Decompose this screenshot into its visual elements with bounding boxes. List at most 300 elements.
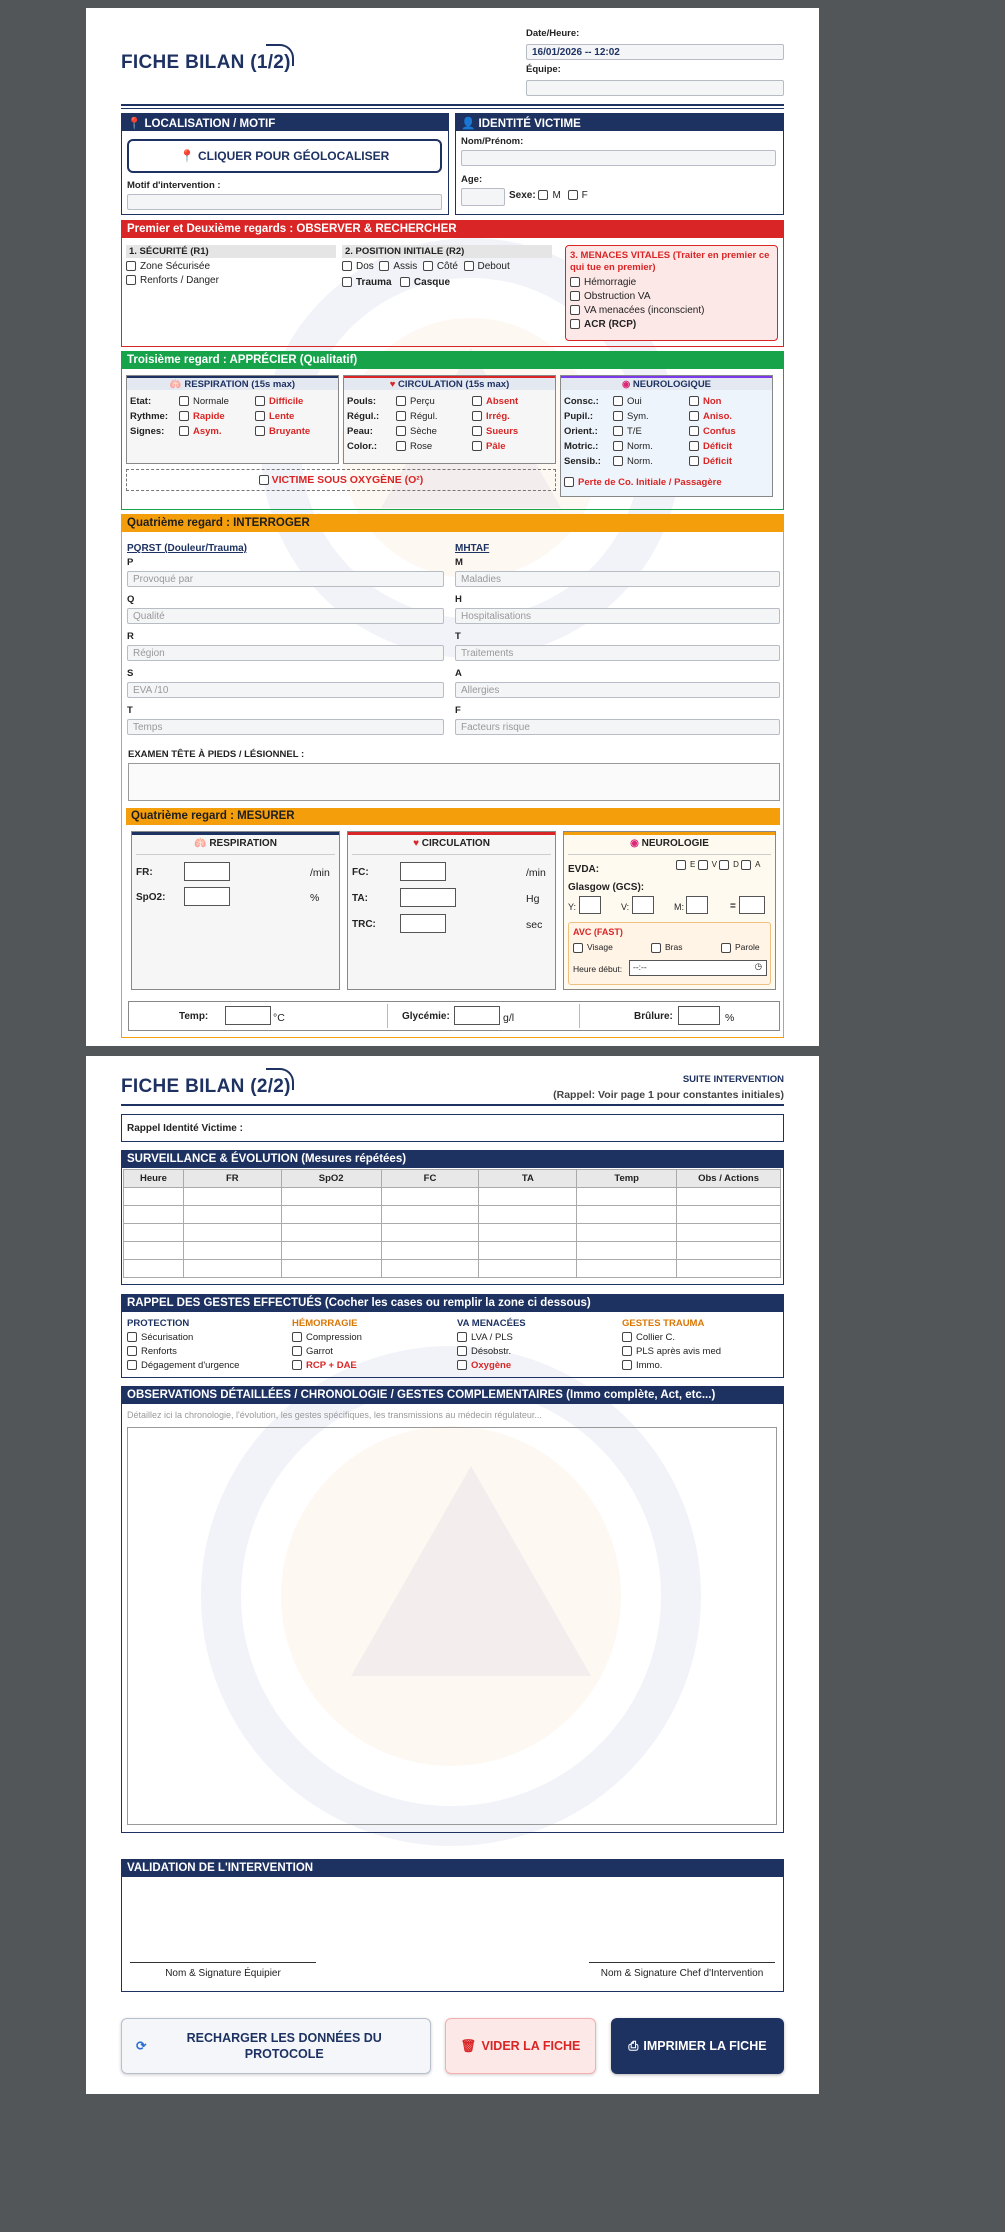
checkbox[interactable] bbox=[613, 441, 623, 451]
sex-m-label: M bbox=[552, 190, 561, 201]
table-cell[interactable] bbox=[677, 1188, 781, 1206]
checkbox[interactable] bbox=[379, 261, 389, 271]
team-field[interactable] bbox=[526, 80, 784, 96]
checkbox-label: Sécurisation bbox=[141, 1332, 194, 1343]
column-header: FC bbox=[381, 1170, 479, 1188]
table-cell[interactable] bbox=[677, 1260, 781, 1278]
spo2-unit: % bbox=[310, 892, 320, 904]
table-row bbox=[124, 1260, 781, 1278]
checkbox-label: Asym. bbox=[193, 426, 222, 437]
exam-field[interactable] bbox=[128, 763, 780, 801]
page-title: FICHE BILAN (1/2) bbox=[121, 52, 291, 73]
row-label: Pouls: bbox=[347, 396, 377, 407]
checkbox[interactable] bbox=[689, 441, 699, 451]
checkbox[interactable] bbox=[464, 261, 474, 271]
option[interactable] bbox=[179, 426, 222, 437]
option[interactable] bbox=[472, 411, 510, 422]
gesture-option[interactable] bbox=[622, 1332, 675, 1343]
table-cell[interactable] bbox=[577, 1260, 677, 1278]
gesture-option[interactable] bbox=[457, 1332, 513, 1343]
column-header: SpO2 bbox=[281, 1170, 381, 1188]
checkbox[interactable] bbox=[179, 411, 189, 421]
row-label: Régul.: bbox=[347, 411, 380, 422]
checkbox[interactable] bbox=[689, 396, 699, 406]
checkbox[interactable] bbox=[676, 860, 686, 870]
checkbox[interactable] bbox=[570, 277, 580, 287]
checkbox[interactable] bbox=[689, 426, 699, 436]
checkbox-label: Sèche bbox=[410, 426, 437, 437]
option[interactable] bbox=[689, 456, 732, 467]
vital-threats-title: 3. MENACES VITALES (Traiter en premier ce qui tue en premier) bbox=[570, 250, 770, 273]
option[interactable] bbox=[689, 411, 732, 422]
checkbox[interactable] bbox=[259, 475, 269, 485]
gcs-v-label: V: bbox=[621, 902, 630, 912]
pqrst-title: PQRST (Douleur/Trauma) bbox=[127, 543, 248, 554]
table-cell[interactable] bbox=[124, 1224, 184, 1242]
lungs-icon: 🫁 bbox=[169, 379, 182, 390]
security-title: 1. SÉCURITÉ (R1) bbox=[126, 245, 336, 258]
table-cell[interactable] bbox=[381, 1206, 479, 1224]
row-label: Peau: bbox=[347, 426, 373, 437]
checkbox[interactable] bbox=[255, 396, 265, 406]
box-title: RESPIRATION bbox=[209, 838, 277, 849]
start-time-input[interactable] bbox=[629, 960, 767, 976]
fc-input[interactable] bbox=[400, 862, 446, 881]
spo2-input[interactable] bbox=[184, 887, 230, 906]
checkbox[interactable] bbox=[423, 261, 433, 271]
temp-label: Temp: bbox=[179, 1011, 209, 1022]
gesture-option[interactable] bbox=[622, 1360, 662, 1371]
checkbox-label: Immo. bbox=[636, 1360, 663, 1371]
gesture-option[interactable] bbox=[457, 1360, 511, 1371]
table-cell[interactable] bbox=[677, 1224, 781, 1242]
table-cell[interactable] bbox=[281, 1224, 381, 1242]
checkbox[interactable] bbox=[613, 426, 623, 436]
checkbox-label: Dégagement d'urgence bbox=[141, 1360, 240, 1371]
table-cell[interactable] bbox=[281, 1260, 381, 1278]
gesture-option[interactable] bbox=[292, 1346, 333, 1357]
divider bbox=[121, 1104, 784, 1106]
table-cell[interactable] bbox=[479, 1260, 577, 1278]
checkbox-label: Parole bbox=[735, 942, 760, 952]
table-cell[interactable] bbox=[124, 1260, 184, 1278]
table-cell[interactable] bbox=[479, 1188, 577, 1206]
button-label: IMPRIMER LA FICHE bbox=[643, 2039, 767, 2053]
evda-e: E bbox=[690, 860, 696, 870]
placeholder: Maladies bbox=[461, 574, 502, 585]
date-field[interactable]: 16/01/2026 -- 12:02 bbox=[526, 44, 784, 60]
placeholder: Allergies bbox=[461, 685, 500, 696]
gcs-v-input[interactable] bbox=[632, 896, 654, 914]
section-title: Premier et Deuxième regards : OBSERVER & RECHERCHER bbox=[122, 221, 783, 238]
option[interactable] bbox=[396, 426, 437, 437]
sex-f-label: F bbox=[581, 190, 588, 201]
option[interactable] bbox=[255, 426, 310, 437]
table-cell[interactable] bbox=[183, 1206, 281, 1224]
gesture-option[interactable] bbox=[127, 1346, 177, 1357]
row-label: Motric.: bbox=[564, 441, 599, 452]
checkbox[interactable] bbox=[689, 411, 699, 421]
checkbox-label: Côté bbox=[436, 261, 458, 272]
signature-label-team: Nom & Signature Équipier bbox=[165, 1968, 281, 1979]
checkbox[interactable] bbox=[126, 261, 136, 271]
checkbox[interactable] bbox=[292, 1346, 302, 1356]
checkbox[interactable] bbox=[292, 1360, 302, 1370]
pqrst-field[interactable] bbox=[127, 645, 444, 661]
pin-icon: 📍 bbox=[179, 149, 195, 163]
trc-label: TRC: bbox=[352, 919, 376, 930]
checkbox[interactable] bbox=[179, 426, 189, 436]
logo-icon bbox=[266, 44, 294, 66]
rappel-note: (Rappel: Voir page 1 pour constantes initiales) bbox=[553, 1089, 784, 1101]
section-title: IDENTITÉ VICTIME bbox=[478, 118, 581, 130]
column-header: FR bbox=[183, 1170, 281, 1188]
checkbox[interactable] bbox=[342, 261, 352, 271]
column-header: Temp bbox=[577, 1170, 677, 1188]
table-cell[interactable] bbox=[381, 1260, 479, 1278]
gcs-y-input[interactable] bbox=[579, 896, 601, 914]
column-header: Obs / Actions bbox=[677, 1170, 781, 1188]
table-cell[interactable] bbox=[677, 1242, 781, 1260]
checkbox-label: Perçu bbox=[410, 396, 435, 407]
regards-1-2-section bbox=[121, 220, 784, 347]
checkbox[interactable] bbox=[396, 426, 406, 436]
checkbox-label: Norm. bbox=[627, 441, 653, 452]
glycemia-label: Glycémie: bbox=[402, 1011, 450, 1022]
table-cell[interactable] bbox=[677, 1206, 781, 1224]
clock-icon: ◷ bbox=[754, 961, 762, 971]
accent-bar bbox=[348, 832, 555, 835]
respiration-box bbox=[126, 375, 339, 464]
table-cell[interactable] bbox=[577, 1188, 677, 1206]
option[interactable] bbox=[613, 441, 653, 452]
checkbox[interactable] bbox=[457, 1360, 467, 1370]
placeholder: EVA /10 bbox=[133, 685, 169, 696]
option[interactable] bbox=[689, 441, 732, 452]
checkbox[interactable] bbox=[127, 1332, 137, 1342]
burn-unit: % bbox=[725, 1012, 735, 1024]
refresh-icon: ⟳ bbox=[136, 2039, 147, 2053]
fr-input[interactable] bbox=[184, 862, 230, 881]
checkbox[interactable] bbox=[741, 860, 751, 870]
checkbox-label: VA menacées (inconscient) bbox=[584, 305, 705, 316]
trc-input[interactable] bbox=[400, 914, 446, 933]
sex-m-checkbox[interactable] bbox=[538, 190, 548, 200]
placeholder: Facteurs risque bbox=[461, 722, 530, 733]
gestures-section bbox=[121, 1294, 784, 1378]
box-title: CIRCULATION (15s max) bbox=[398, 379, 510, 390]
name-label: Nom/Prénom: bbox=[461, 136, 524, 147]
option[interactable] bbox=[472, 396, 518, 407]
checkbox[interactable] bbox=[721, 943, 731, 953]
table-cell[interactable] bbox=[124, 1242, 184, 1260]
checkbox[interactable] bbox=[126, 275, 136, 285]
box-title: NEUROLOGIQUE bbox=[632, 379, 712, 390]
checkbox-label: Bras bbox=[665, 942, 683, 952]
table-row bbox=[124, 1188, 781, 1206]
row-label: Consc.: bbox=[564, 396, 599, 407]
evda-d: D bbox=[733, 860, 739, 870]
checkbox[interactable] bbox=[570, 305, 580, 315]
table-cell[interactable] bbox=[381, 1224, 479, 1242]
table-cell[interactable] bbox=[479, 1224, 577, 1242]
checkbox[interactable] bbox=[255, 426, 265, 436]
gesture-group-title: HÉMORRAGIE bbox=[292, 1318, 358, 1329]
geolocate-button[interactable] bbox=[127, 139, 442, 173]
checkbox[interactable] bbox=[613, 396, 623, 406]
checkbox[interactable] bbox=[564, 477, 574, 487]
gesture-option[interactable] bbox=[292, 1332, 362, 1343]
checkbox-label: Debout bbox=[477, 261, 510, 272]
checkbox[interactable] bbox=[719, 860, 729, 870]
table-cell[interactable] bbox=[281, 1188, 381, 1206]
table-cell[interactable] bbox=[577, 1206, 677, 1224]
table-cell[interactable] bbox=[577, 1242, 677, 1260]
table-row bbox=[124, 1206, 781, 1224]
glycemia-unit: g/l bbox=[503, 1012, 515, 1024]
checkbox-label: Renforts / Danger bbox=[140, 275, 219, 286]
burn-input[interactable] bbox=[678, 1006, 720, 1025]
identity-recall-label: Rappel Identité Victime : bbox=[127, 1123, 243, 1134]
option[interactable] bbox=[472, 426, 518, 437]
temp-input[interactable] bbox=[225, 1006, 271, 1025]
age-label: Age: bbox=[461, 174, 483, 185]
checkbox-label: Absent bbox=[486, 396, 519, 407]
column-header: TA bbox=[479, 1170, 577, 1188]
gesture-option[interactable] bbox=[127, 1332, 193, 1343]
identity-section bbox=[455, 113, 784, 215]
fr-label: FR: bbox=[136, 867, 153, 878]
print-form-button[interactable] bbox=[611, 2018, 784, 2074]
row-label: Color.: bbox=[347, 441, 378, 452]
table-cell[interactable] bbox=[183, 1260, 281, 1278]
checkbox[interactable] bbox=[396, 441, 406, 451]
ta-input[interactable] bbox=[400, 888, 456, 907]
placeholder: Provoqué par bbox=[133, 574, 194, 585]
option[interactable] bbox=[179, 396, 229, 407]
table-cell[interactable] bbox=[479, 1206, 577, 1224]
checkbox[interactable] bbox=[689, 456, 699, 466]
row-label: Signes: bbox=[130, 426, 165, 437]
option[interactable] bbox=[613, 456, 653, 467]
option[interactable] bbox=[396, 396, 435, 407]
sex-f-checkbox[interactable] bbox=[568, 190, 578, 200]
checkbox[interactable] bbox=[400, 277, 410, 287]
checkbox-label: Assis bbox=[393, 261, 418, 272]
checkbox[interactable] bbox=[472, 411, 482, 421]
table-cell[interactable] bbox=[183, 1224, 281, 1242]
gcs-total-input[interactable] bbox=[739, 896, 765, 914]
option[interactable] bbox=[613, 396, 642, 407]
checkbox[interactable] bbox=[570, 319, 580, 329]
pqrst-field[interactable] bbox=[127, 608, 444, 624]
divider bbox=[568, 854, 771, 855]
checkbox-label: Aniso. bbox=[703, 411, 733, 422]
divider bbox=[121, 108, 784, 109]
option[interactable] bbox=[689, 396, 721, 407]
checkbox[interactable] bbox=[472, 441, 482, 451]
checkbox[interactable] bbox=[255, 411, 265, 421]
checkbox-label: RCP + DAE bbox=[306, 1360, 357, 1371]
evda-label: EVDA: bbox=[568, 864, 600, 875]
mesurer-title: Quatrième regard : MESURER bbox=[126, 808, 780, 825]
checkbox-label: Dos bbox=[356, 261, 374, 272]
reload-protocol-button[interactable] bbox=[121, 2018, 431, 2074]
checkbox[interactable] bbox=[651, 943, 661, 953]
lungs-icon: 🫁 bbox=[194, 838, 207, 849]
table-cell[interactable] bbox=[381, 1188, 479, 1206]
gesture-option[interactable] bbox=[292, 1360, 357, 1371]
checkbox[interactable] bbox=[457, 1332, 467, 1342]
option[interactable] bbox=[396, 441, 432, 452]
checkbox[interactable] bbox=[622, 1332, 632, 1342]
avc-title: AVC (FAST) bbox=[573, 927, 623, 937]
fc-unit: /min bbox=[526, 867, 546, 879]
option[interactable] bbox=[613, 426, 642, 437]
table-cell[interactable] bbox=[577, 1224, 677, 1242]
divider bbox=[121, 104, 784, 106]
pin-icon: 📍 bbox=[127, 118, 142, 130]
checkbox[interactable] bbox=[573, 943, 583, 953]
mhtaf-title: MHTAF bbox=[455, 543, 490, 554]
gesture-group-title: PROTECTION bbox=[127, 1318, 190, 1329]
checkbox[interactable] bbox=[472, 426, 482, 436]
checkbox[interactable] bbox=[342, 277, 352, 287]
section-title: VALIDATION DE L'INTERVENTION bbox=[122, 1860, 783, 1877]
checkbox-label: Oxygène bbox=[471, 1360, 512, 1371]
mhtaf-letter: F bbox=[455, 705, 461, 716]
accent-bar bbox=[132, 832, 339, 835]
checkbox-label: Zone Sécurisée bbox=[140, 261, 211, 272]
mhtaf-field[interactable] bbox=[455, 719, 780, 735]
checkbox-label: Sueurs bbox=[486, 426, 519, 437]
identity-recall[interactable] bbox=[121, 1114, 784, 1142]
checkbox[interactable] bbox=[613, 456, 623, 466]
table-cell[interactable] bbox=[381, 1242, 479, 1260]
checkbox-label: Garrot bbox=[306, 1346, 333, 1357]
box-title: RESPIRATION (15s max) bbox=[184, 379, 296, 390]
spo2-label: SpO2: bbox=[136, 892, 166, 903]
checkbox-label: LVA / PLS bbox=[471, 1332, 513, 1343]
gesture-option[interactable] bbox=[622, 1346, 721, 1357]
team-label: Équipe: bbox=[526, 64, 561, 75]
oxygen-toggle[interactable] bbox=[126, 469, 556, 491]
suite-label: SUITE INTERVENTION bbox=[682, 1074, 784, 1085]
checkbox[interactable] bbox=[613, 411, 623, 421]
section-title: OBSERVATIONS DÉTAILLÉES / CHRONOLOGIE / GESTES COMPLEMENTAIRES (Immo complète, Act, etc...) bbox=[122, 1387, 783, 1404]
pqrst-letter: Q bbox=[127, 594, 135, 605]
checkbox-label: Hémorragie bbox=[584, 277, 637, 288]
checkbox[interactable] bbox=[698, 860, 708, 870]
gesture-option[interactable] bbox=[457, 1346, 511, 1357]
row-label: Pupil.: bbox=[564, 411, 594, 422]
checkbox[interactable] bbox=[292, 1332, 302, 1342]
checkbox-label: Bruyante bbox=[269, 426, 311, 437]
date-label: Date/Heure: bbox=[526, 28, 580, 39]
checkbox[interactable] bbox=[622, 1360, 632, 1370]
age-field[interactable] bbox=[461, 188, 505, 206]
checkbox[interactable] bbox=[622, 1346, 632, 1356]
table-cell[interactable] bbox=[479, 1242, 577, 1260]
checkbox[interactable] bbox=[457, 1346, 467, 1356]
checkbox-label: Déficit bbox=[703, 456, 733, 467]
gesture-option[interactable] bbox=[127, 1360, 239, 1371]
position-title: 2. POSITION INITIALE (R2) bbox=[342, 245, 552, 258]
option[interactable] bbox=[613, 411, 649, 422]
motif-field[interactable] bbox=[127, 194, 442, 210]
pqrst-field[interactable] bbox=[127, 719, 444, 735]
table-cell[interactable] bbox=[124, 1206, 184, 1224]
checkbox[interactable] bbox=[127, 1360, 137, 1370]
option[interactable] bbox=[472, 441, 506, 452]
pqrst-letter: P bbox=[127, 557, 134, 568]
mhtaf-field[interactable] bbox=[455, 645, 780, 661]
option[interactable] bbox=[255, 411, 294, 422]
table-cell[interactable] bbox=[183, 1242, 281, 1260]
name-field[interactable] bbox=[461, 150, 776, 166]
heart-icon: ♥ bbox=[413, 838, 419, 849]
placeholder: Temps bbox=[133, 722, 163, 733]
glycemia-input[interactable] bbox=[454, 1006, 500, 1025]
checkbox[interactable] bbox=[396, 411, 406, 421]
avc-box bbox=[568, 922, 771, 985]
box-title: NEUROLOGIE bbox=[641, 838, 709, 849]
option[interactable] bbox=[255, 396, 303, 407]
checkbox[interactable] bbox=[570, 291, 580, 301]
option[interactable] bbox=[396, 411, 437, 422]
gesture-group-title: GESTES TRAUMA bbox=[622, 1318, 705, 1329]
checkbox-label: Oui bbox=[627, 396, 642, 407]
signature-line bbox=[130, 1962, 316, 1963]
pqrst-field[interactable] bbox=[127, 571, 444, 587]
table-cell[interactable] bbox=[281, 1242, 381, 1260]
trc-unit: sec bbox=[526, 919, 543, 931]
placeholder: Traitements bbox=[461, 648, 514, 659]
checkbox-label: Rose bbox=[410, 441, 433, 452]
checkbox[interactable] bbox=[472, 396, 482, 406]
option[interactable] bbox=[179, 411, 225, 422]
checkbox-label: PLS après avis med bbox=[636, 1346, 722, 1357]
pqrst-letter: R bbox=[127, 631, 134, 642]
table-cell[interactable] bbox=[281, 1206, 381, 1224]
pqrst-letter: S bbox=[127, 668, 134, 679]
gcs-m-input[interactable] bbox=[686, 896, 708, 914]
table-cell[interactable] bbox=[124, 1188, 184, 1206]
checkbox[interactable] bbox=[127, 1346, 137, 1356]
gesture-group-title: VA MENACÉES bbox=[457, 1318, 526, 1329]
table-cell[interactable] bbox=[183, 1188, 281, 1206]
divider bbox=[387, 1004, 388, 1028]
mhtaf-field[interactable] bbox=[455, 682, 780, 698]
observations-field[interactable] bbox=[127, 1427, 777, 1825]
checkbox-label: Déficit bbox=[703, 441, 733, 452]
monitoring-section bbox=[121, 1150, 784, 1285]
checkbox-label: Sym. bbox=[627, 411, 649, 422]
signature-label-chief: Nom & Signature Chef d'Intervention bbox=[600, 1968, 764, 1979]
temp-unit: °C bbox=[273, 1012, 285, 1024]
checkbox[interactable] bbox=[179, 396, 189, 406]
checkbox-label: Compression bbox=[306, 1332, 362, 1343]
clear-form-button[interactable] bbox=[445, 2018, 596, 2074]
pqrst-field[interactable] bbox=[127, 682, 444, 698]
table-row bbox=[124, 1242, 781, 1260]
checkbox[interactable] bbox=[396, 396, 406, 406]
divider bbox=[579, 1004, 580, 1028]
mhtaf-field[interactable] bbox=[455, 608, 780, 624]
checkbox-label: T/E bbox=[627, 426, 642, 437]
mhtaf-field[interactable] bbox=[455, 571, 780, 587]
option[interactable] bbox=[689, 426, 736, 437]
